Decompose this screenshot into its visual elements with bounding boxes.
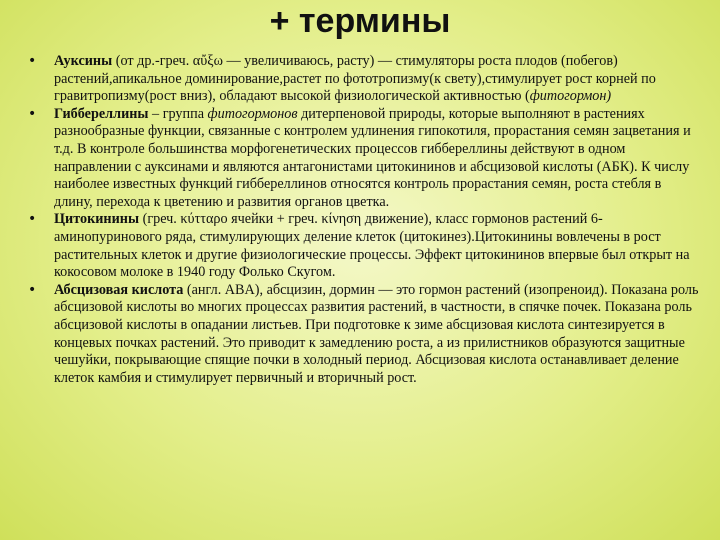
term-name: Абсцизовая кислота <box>54 281 184 298</box>
term-text: – группа <box>148 105 208 122</box>
term-item-gibberellins <box>28 106 700 212</box>
term-name: Ауксины <box>54 53 113 69</box>
term-emphasis: фитогормонов <box>207 105 298 122</box>
term-name: Цитокинины <box>54 211 140 228</box>
term-text: (от др.-греч. αὔξω — увеличиваюсь, расту) — стимуляторы роста плодов (побегов) растений,апикальное доминирование,растет по фототропизму(к свету),стимулирует рост корней по гравитропизму(рост вниз), обладают высокой физиологической активностью ( <box>54 53 656 105</box>
bullet-icon: • <box>28 105 37 122</box>
term-item-cytokinins <box>28 211 700 281</box>
term-text: (греч. κύτταρο ячейки + греч. κίνηση движение), класс гормонов растений 6-аминопуринового ряда, стимулирующих деление клеток (цитокинез).Цитокинины вовлечены в рост растительных клеток и другие физиологические процессы. Эффект цитокининов впервые был открыт на кокосовом молоке в 1940 году Фолько Скугом. <box>54 211 690 281</box>
terms-list <box>28 53 700 387</box>
term-text: (англ. ABA), абсцизин, дормин — это гормон растений (изопреноид). Показана роль абсцизовой кислоты во многих процессах развития растений, в частности, в спячке почек. Показана роль абсцизовой кислоты в опадании листьев. При подготовке к зиме абсцизовая кислота синтезируется в концевых почках растений. Это приводит к замедлению роста, а из прилистников образуются защитные чешуйки, покрывающие спящие почки в холодный период. Абсцизовая кислота останавливает деление клеток камбия и стимулирует первичный и вторичный рост. <box>54 281 699 386</box>
bullet-icon: • <box>28 53 37 69</box>
term-name: Гиббереллины <box>54 105 149 122</box>
term-emphasis: фитогормон) <box>529 88 612 105</box>
bullet-icon: • <box>28 281 37 298</box>
term-item-abscisic-acid <box>28 282 700 388</box>
term-text-continued: дитерпеновой природы, которые выполняют в растениях разнообразные функции, связанные с контролем удлинения гипокотиля, прорастания семян зацветания и т.д. В контроле большинства морфогенетических процессов гиббереллины действуют в одном направлении с ауксинами и являются антагонистами цитокининов и абсцизовой кислоты (АБК). К числу наиболее известных функций гиббереллинов относятся контроль прорастания семян, роста стебля в длину, перехода к цветению и развития органов цветка. <box>54 105 691 210</box>
term-item-auxins <box>28 53 700 106</box>
slide-title: + термины <box>269 2 451 40</box>
bullet-icon: • <box>28 211 37 228</box>
